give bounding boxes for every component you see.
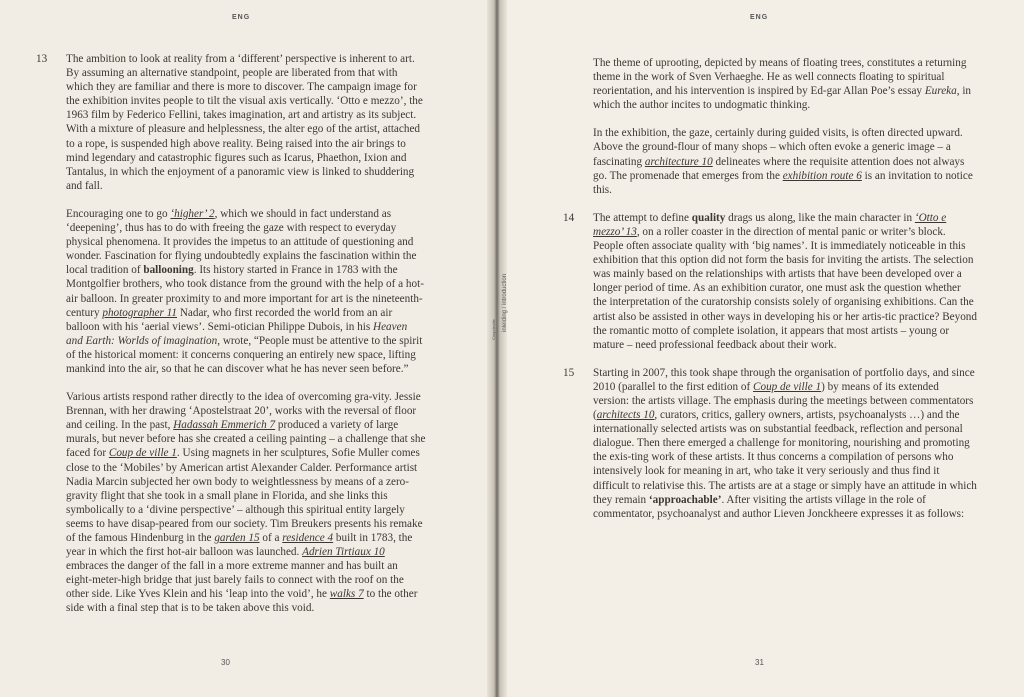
page-header-lang: ENG xyxy=(232,14,251,21)
paragraph-gravity: Various artists respond rather directly to the idea of overcoming gra-vity. Jessie Brennan, with her drawing ‘Apostelstraat 20’, works with the reversal of floor and ceiling. In the past, Hadassah Emmerich 7 produced a variety of large murals, but never before has she created a ceiling painting – a challenge that she faced for Coup de ville 1. Using magnets in her sculptures, Sofie Muller comes close to the ‘Mobiles’ by American artist Alexander Calder. Performance artist Nadia Marcin subjected her own body to weightlessness by means of a zero-gravity flight that she took in a small plane in Florida, and she links this symbolically to a ‘divine perspective’ – although this spiritual entity largely seems to have disap-peared from our society. Tim Breukers presents his remake of the famous Hindenburg in the garden 15 of a residence 4 built in 1783, the year in which the first hot-air balloon was launched. Adrien Tirtiaux 10 embraces the danger of the fall in a more extreme manner and has built an eight-meter-high bridge that just barely fails to connect with the roof on the other side. Like Yves Klein and his ‘leap into the void’, he walks 7 to the other side with a final step that is to be taken above this void. xyxy=(66,391,426,615)
crossref-link[interactable]: photographer 11 xyxy=(102,306,178,319)
crossref-link[interactable]: ‘higher’ 2 xyxy=(170,207,215,220)
right-text-column xyxy=(563,56,977,535)
keyword: quality xyxy=(691,211,726,224)
crossref-link[interactable]: architecture 10 xyxy=(644,155,713,168)
paragraph-15: 15 Starting in 2007, this took shape through the organisation of portfolio days, and since 2010 (parallel to the first edition of Coup de ville 1) by means of its extended version: the artists village. The emphasis during the meetings between commentators (architects 10, curators, critics, gallery owners, artists, psychoanalysts …) and the internationally selected artists was on substantial feedback, reflection and personal dialogue. Then there emerged a challenge for monitoring, nourishing and promoting the exis-ting work of these artists. It thus concerns a compilation of persons who intensively look for meaning in art, who take it very seriously and thus find it difficult to relativise this. The artists are at a stage or simply have an attitude in which they remain ‘approachable’. After visiting the artists village in the role of commentator, psychoanalyst and author Lieven Jonckheere expresses it as follows: xyxy=(563,366,977,520)
right-page xyxy=(497,0,1024,697)
crossref-link[interactable]: garden 15 xyxy=(214,532,260,544)
page-header-lang: ENG xyxy=(750,14,769,21)
page-number: 30 xyxy=(221,658,230,667)
crossref-link[interactable]: Coup de ville 1 xyxy=(753,380,822,393)
spine-section-label: inleiding / introduction xyxy=(502,273,508,332)
paragraph-number: 14 xyxy=(563,211,575,224)
keyword: ballooning xyxy=(143,264,194,277)
paragraph-number: 13 xyxy=(36,53,48,65)
crossref-link[interactable]: ‘Otto e mezzo’ 13 xyxy=(593,211,947,238)
essay-title: Eureka xyxy=(924,85,957,98)
crossref-link[interactable]: residence 4 xyxy=(282,532,334,544)
page-number: 31 xyxy=(755,658,764,667)
left-page xyxy=(0,0,497,697)
book-title: Heaven and Earth: Worlds of imagination xyxy=(66,320,408,347)
book-gutter xyxy=(487,0,507,697)
crossref-link[interactable]: walks 7 xyxy=(329,588,364,601)
crossref-link[interactable]: Coup de ville 1 xyxy=(108,447,177,460)
crossref-link[interactable]: Adrien Tirtiaux 10 xyxy=(302,546,385,559)
paragraph-gaze: In the exhibition, the gaze, certainly during guided visits, is often directed upward. Above the ground-flour of many shops – which often evoke a generic image – a fascinating architecture 10 delineates where the requisite attention does not always go. The promenade that emerges from the exhibition route 6 is an invitation to notice this. xyxy=(593,127,973,196)
crossref-link[interactable]: Hadassah Emmerich 7 xyxy=(173,419,276,432)
paragraph-13: 13 The ambition to look at reality from a ‘different’ perspective is inherent to art. By assuming an alternative standpoint, people are liberated from that with which they are familiar and there is more to discover. The campaign image for the exhibition invites people to tilt the visual axis vertically. ‘Otto e mezzo’, the 1963 film by Federico Fellini, takes imagination, art and artistry as its subject. With a mixture of pleasure and helplessness, the alter ego of the artist, attached to a rope, is suspended high above reality. Being raised into the air brings to mind legendary and catastrophic figures such as Icarus, Phaethon, Ixion and Tantalus, in which the enjoyment of a panoramic view is linked to shuddering and fall. xyxy=(36,53,423,192)
crossref-link[interactable]: architects 10 xyxy=(596,409,655,422)
spine-small-label: Coupdeville xyxy=(491,319,496,340)
paragraph-14: 14 The attempt to define quality drags us along, like the main character in ‘Otto e mezzo’ 13, on a roller coaster in the direction of mental panic or writer’s block. People often associate quality with ‘big names’. It is immediately noticeable in this exhibition that this option did not form the basis for inviting the artists. The selection was mainly based on the relationships with artists that have been developed over a longer period of time. As an exhibition curator, one must ask the question whether the interpretation of the curatorship consists solely of organising exhibitions. Can the artist also be assisted in other ways in developing his or her artis-tic practice? Beyond the romantic motto of complete isolation, it appears that most artists – young or mature – need professional feedback about their work. xyxy=(563,211,977,351)
paragraph-ballooning: Encouraging one to go ‘higher’ 2, which we should in fact understand as ‘deepening’, thus has to do with freeing the gaze with respect to everyday physical phenomena. It provides the impetus to an attitude of questioning and wonder. Fascination for flying undoubtedly explains the fascination within the local tradition of ballooning. Its history started in France in 1783 with the Montgolfier brothers, who took distance from the ground with the help of a hot-air balloon. In greater proximity to and more important for art is the nineteenth-century photographer 11 Nadar, who first recorded the world from an air balloon with his ‘aerial views’. Semi-otician Philippe Dubois, in his Heaven and Earth: Worlds of imagination, wrote, “People must be attentive to the spirit of the historical moment: it concerns conquering an entirely new space, lifting mankind into the air, so that he can discover what he has never seen before.” xyxy=(66,207,424,375)
left-text-column xyxy=(36,52,426,630)
paragraph-uprooting: The theme of uprooting, depicted by means of floating trees, constitutes a returning theme in the work of Sven Verhaeghe. He as well connects floating to spiritual reorientation, and his intervention is inspired by Ed-gar Allan Poe’s essay Eureka, in which the author incites to undogmatic thinking. xyxy=(593,57,972,112)
crossref-link[interactable]: exhibition route 6 xyxy=(782,169,862,182)
keyword: ‘approachable’ xyxy=(648,493,722,506)
paragraph-number: 15 xyxy=(563,366,575,379)
